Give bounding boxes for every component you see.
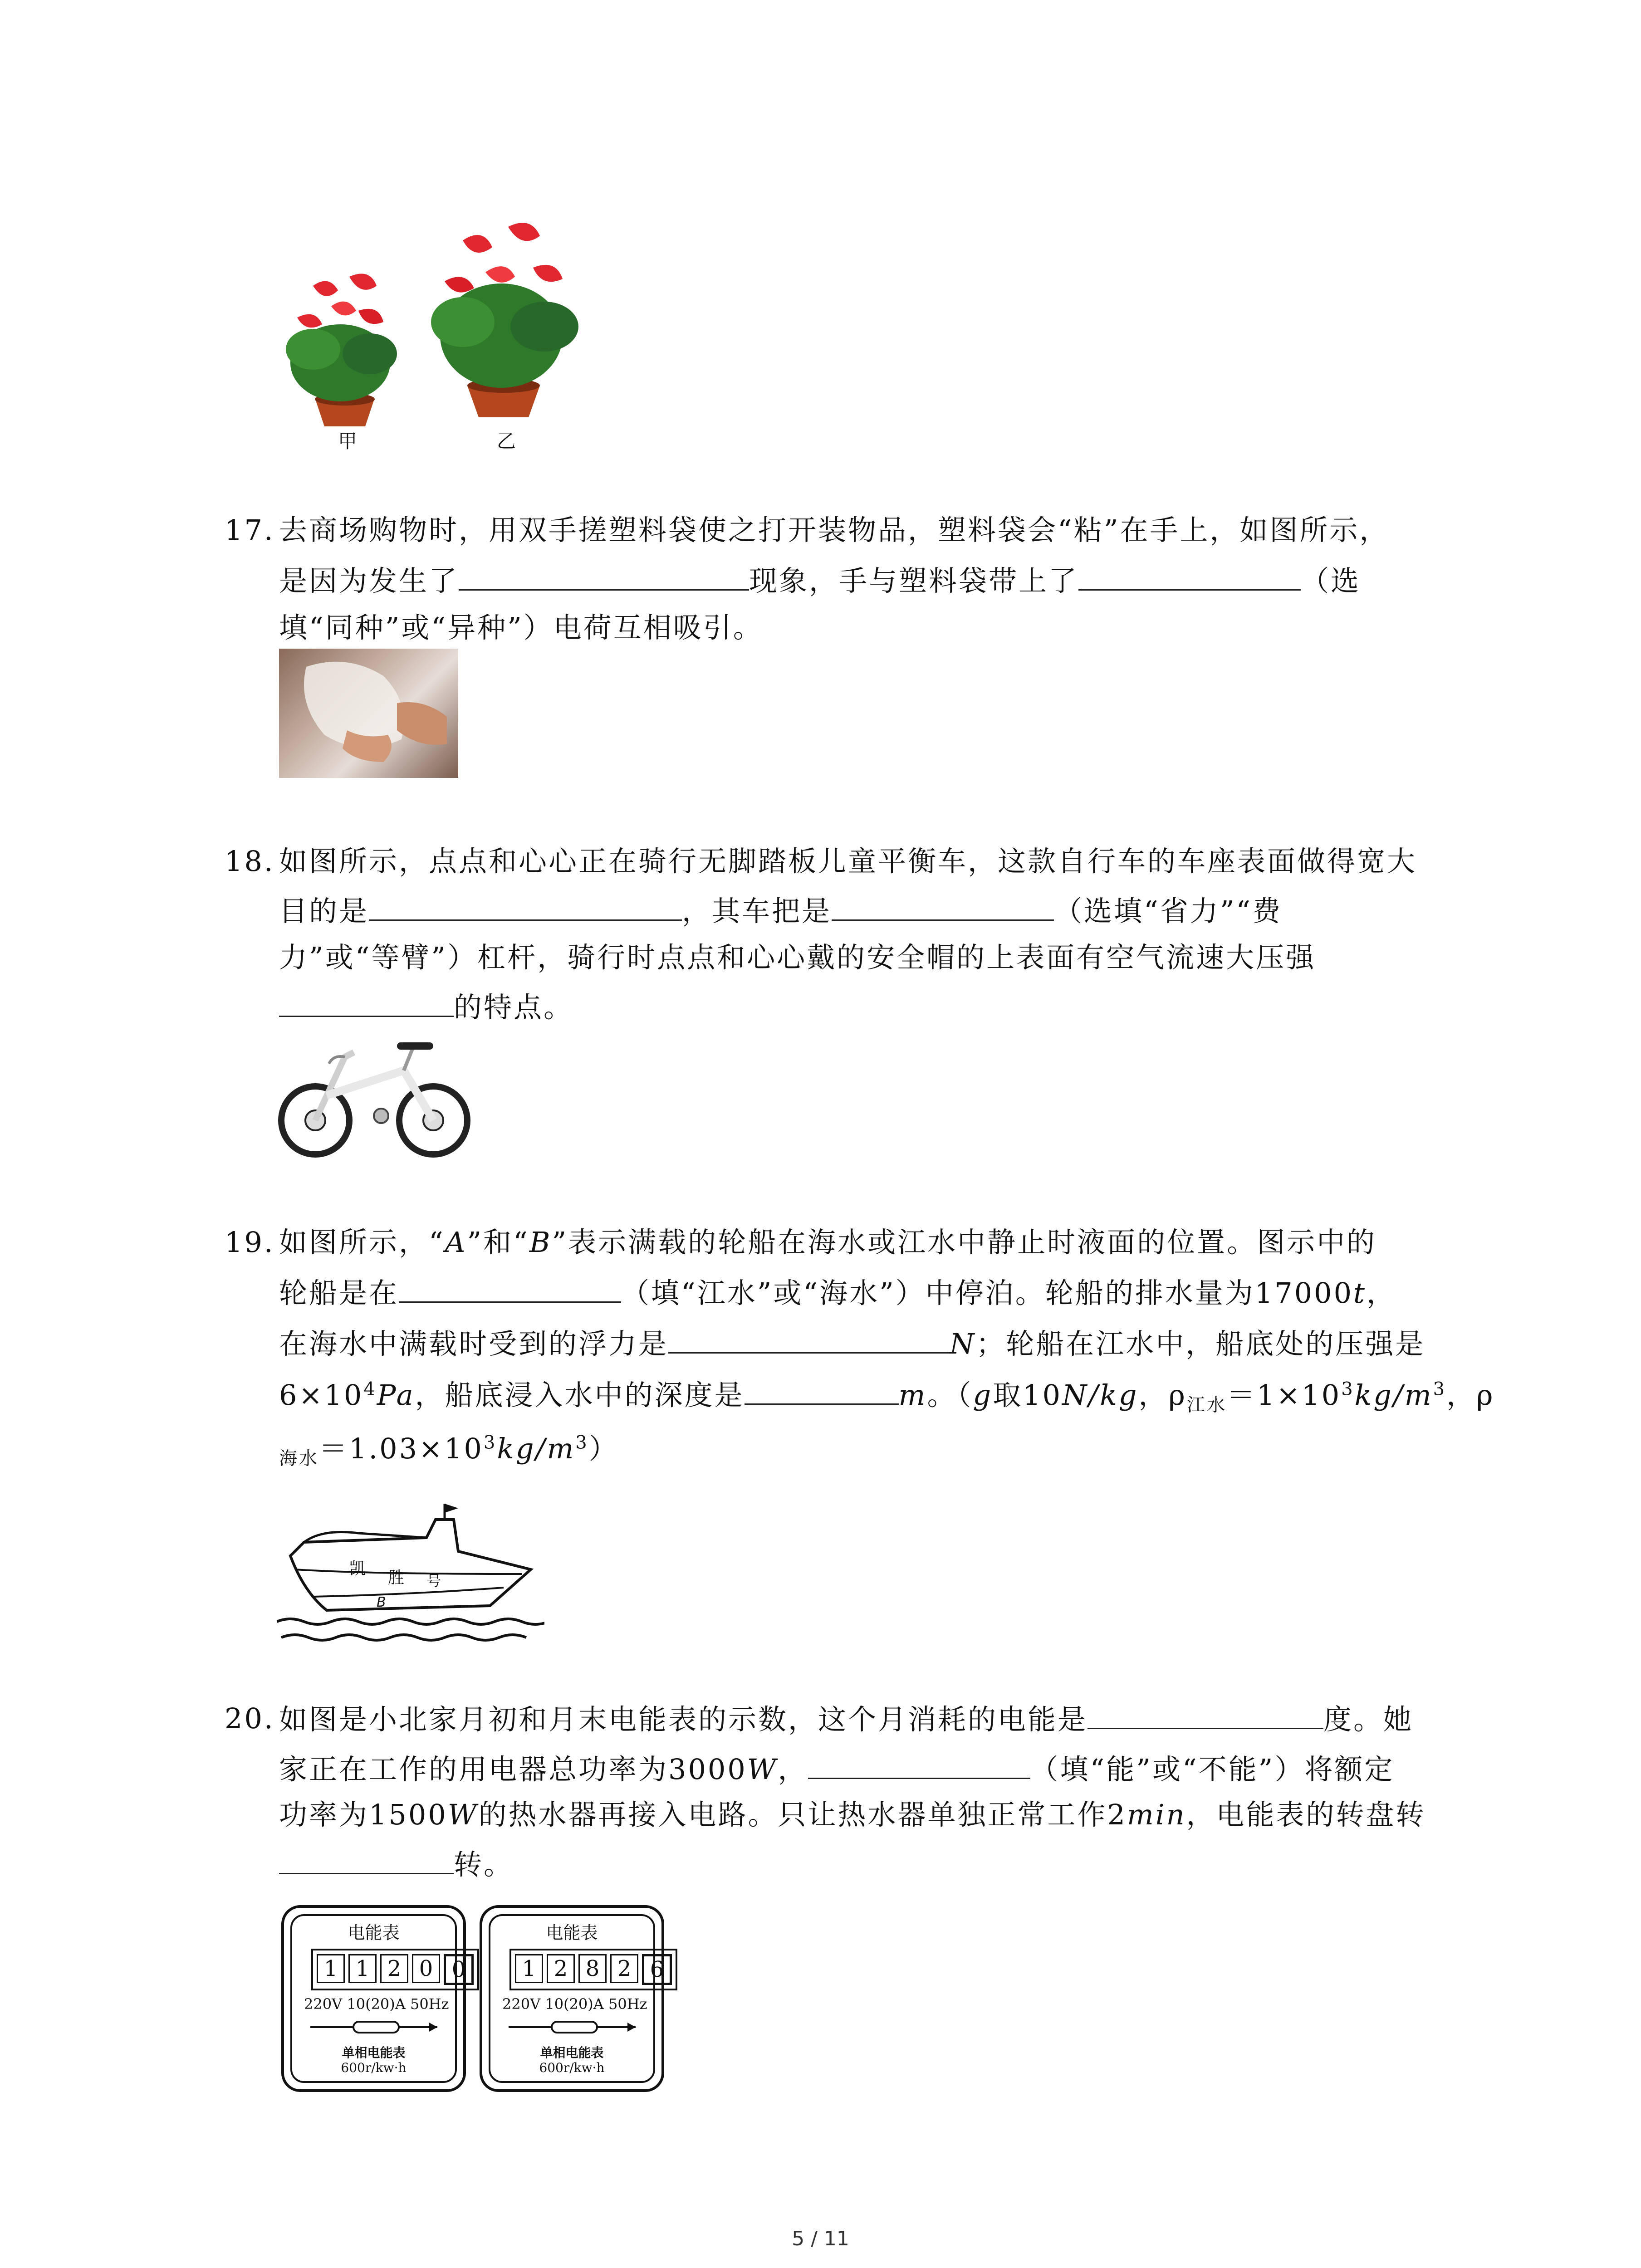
question-line: 的特点。 [279,982,573,1032]
question-line: 转。 [279,1839,514,1889]
question-line: 功率为1500W的热水器再接入电路。只让热水器单独正常工作2min，电能表的转盘转 [279,1798,1426,1831]
question-number: 17. [225,513,275,547]
question-line: 家正在工作的用电器总功率为3000W， （填“能”或“不能”）将额定 [279,1744,1394,1794]
ship-name-char: 号 [426,1572,441,1589]
question-line: 力”或“等臂”）杠杆，骑行时点点和心心戴的安全帽的上表面有空气流速大压强 [279,941,1316,974]
meter-spec: 220V 10(20)A 50Hz [304,1995,449,2013]
meter-disk-icon [310,2018,442,2036]
ship-name-char: 胜 [388,1569,405,1587]
meter-digit: 2 [547,1954,575,1983]
question-number: 20. [225,1702,275,1735]
q17-figure [279,649,458,778]
answer-blank[interactable] [1087,1694,1323,1729]
meter-type: 单相电能表 [342,2045,406,2060]
question-number: 18. [225,845,275,878]
answer-blank[interactable] [279,1839,454,1874]
answer-blank[interactable] [668,1319,950,1354]
answer-blank[interactable] [279,982,454,1017]
waterline-mark: B [377,1594,386,1610]
meter-title: 电能表 [546,1923,598,1943]
meter-digit: 1 [317,1954,345,1983]
question-line: $6\times 10^4Pa$，船底浸入水中的深度是 m。（g取10N/kg，$\rho_{江水}=1\times 10^3kg/m^3$，ρ [279,1370,1495,1420]
q18-figure [277,1030,476,1166]
meter-digit: 2 [610,1954,638,1983]
question-line: 目的是 ，其车把是 （选填“省力”“费 [279,886,1282,936]
energy-meter-end [480,1905,664,2092]
meter-digit: 0 [412,1954,440,1983]
meter-disk-icon [509,2018,640,2036]
q19-figure [277,1501,544,1651]
answer-blank[interactable] [808,1744,1030,1779]
plant-label-b: 乙 [497,430,516,452]
question-line: 轮船是在 （填“江水”或“海水”）中停泊。轮船的排水量为17000t， [279,1268,1396,1318]
page-number: 5 / 11 [792,2227,849,2250]
energy-meter-start [281,1905,466,2092]
meter-constant: 600r/kw·h [341,2060,407,2075]
question-line: 填“同种”或“异种”）电荷互相吸引。 [279,611,763,644]
meter-type: 单相电能表 [540,2045,604,2060]
question-17 [225,506,1450,655]
meter-digit: 2 [380,1954,408,1983]
answer-blank[interactable] [745,1370,899,1405]
meter-digit: 0 [444,1954,474,1985]
meter-digit: 1 [348,1954,377,1983]
question-line: $_{海水}=1.03\times 10^3kg/m^3$） [279,1432,619,1469]
answer-blank[interactable] [832,886,1054,921]
question-20 [225,1694,1450,1894]
question-line: 是因为发生了 现象，手与塑料袋带上了 （选 [279,556,1361,606]
question-line: 如图所示，“A”和“B”表示满载的轮船在海水或江水中静止时液面的位置。图示中的 [279,1226,1377,1259]
meter-digits [509,1949,677,1990]
question-line: 如图是小北家月初和月末电能表的示数，这个月消耗的电能是 度。她 [279,1694,1413,1744]
meter-constant: 600r/kw·h [539,2060,605,2075]
plastic-bag-hands-image [279,649,458,778]
meter-digit: 8 [578,1954,607,1983]
plant-label-a: 甲 [338,430,358,452]
answer-blank[interactable] [399,1268,621,1303]
answer-blank[interactable] [1078,556,1301,591]
meter-digit: 1 [515,1954,543,1983]
question-line: 如图所示，点点和心心正在骑行无脚踏板儿童平衡车，这款自行车的车座表面做得宽大 [279,845,1417,878]
ship-icon [277,1501,544,1651]
question-line: 去商场购物时，用双手搓塑料袋使之打开装物品，塑料袋会“粘”在手上，如图所示， [279,513,1390,547]
meter-spec: 220V 10(20)A 50Hz [502,1995,647,2013]
meter-digit: 6 [642,1954,672,1985]
meter-digits [311,1949,479,1990]
question-19 [225,1218,1495,1472]
answer-blank[interactable] [369,886,682,921]
meter-title: 电能表 [348,1923,400,1943]
anthurium-plants-image [272,213,608,467]
answer-blank[interactable] [459,556,749,591]
question-number: 19. [225,1226,275,1259]
q16-figure [272,213,608,467]
ship-name-char: 凯 [349,1559,366,1578]
question-line: 在海水中满载时受到的浮力是 N；轮船在江水中，船底处的压强是 [279,1319,1425,1369]
balance-bike-icon [277,1030,476,1166]
question-18 [225,837,1450,1036]
